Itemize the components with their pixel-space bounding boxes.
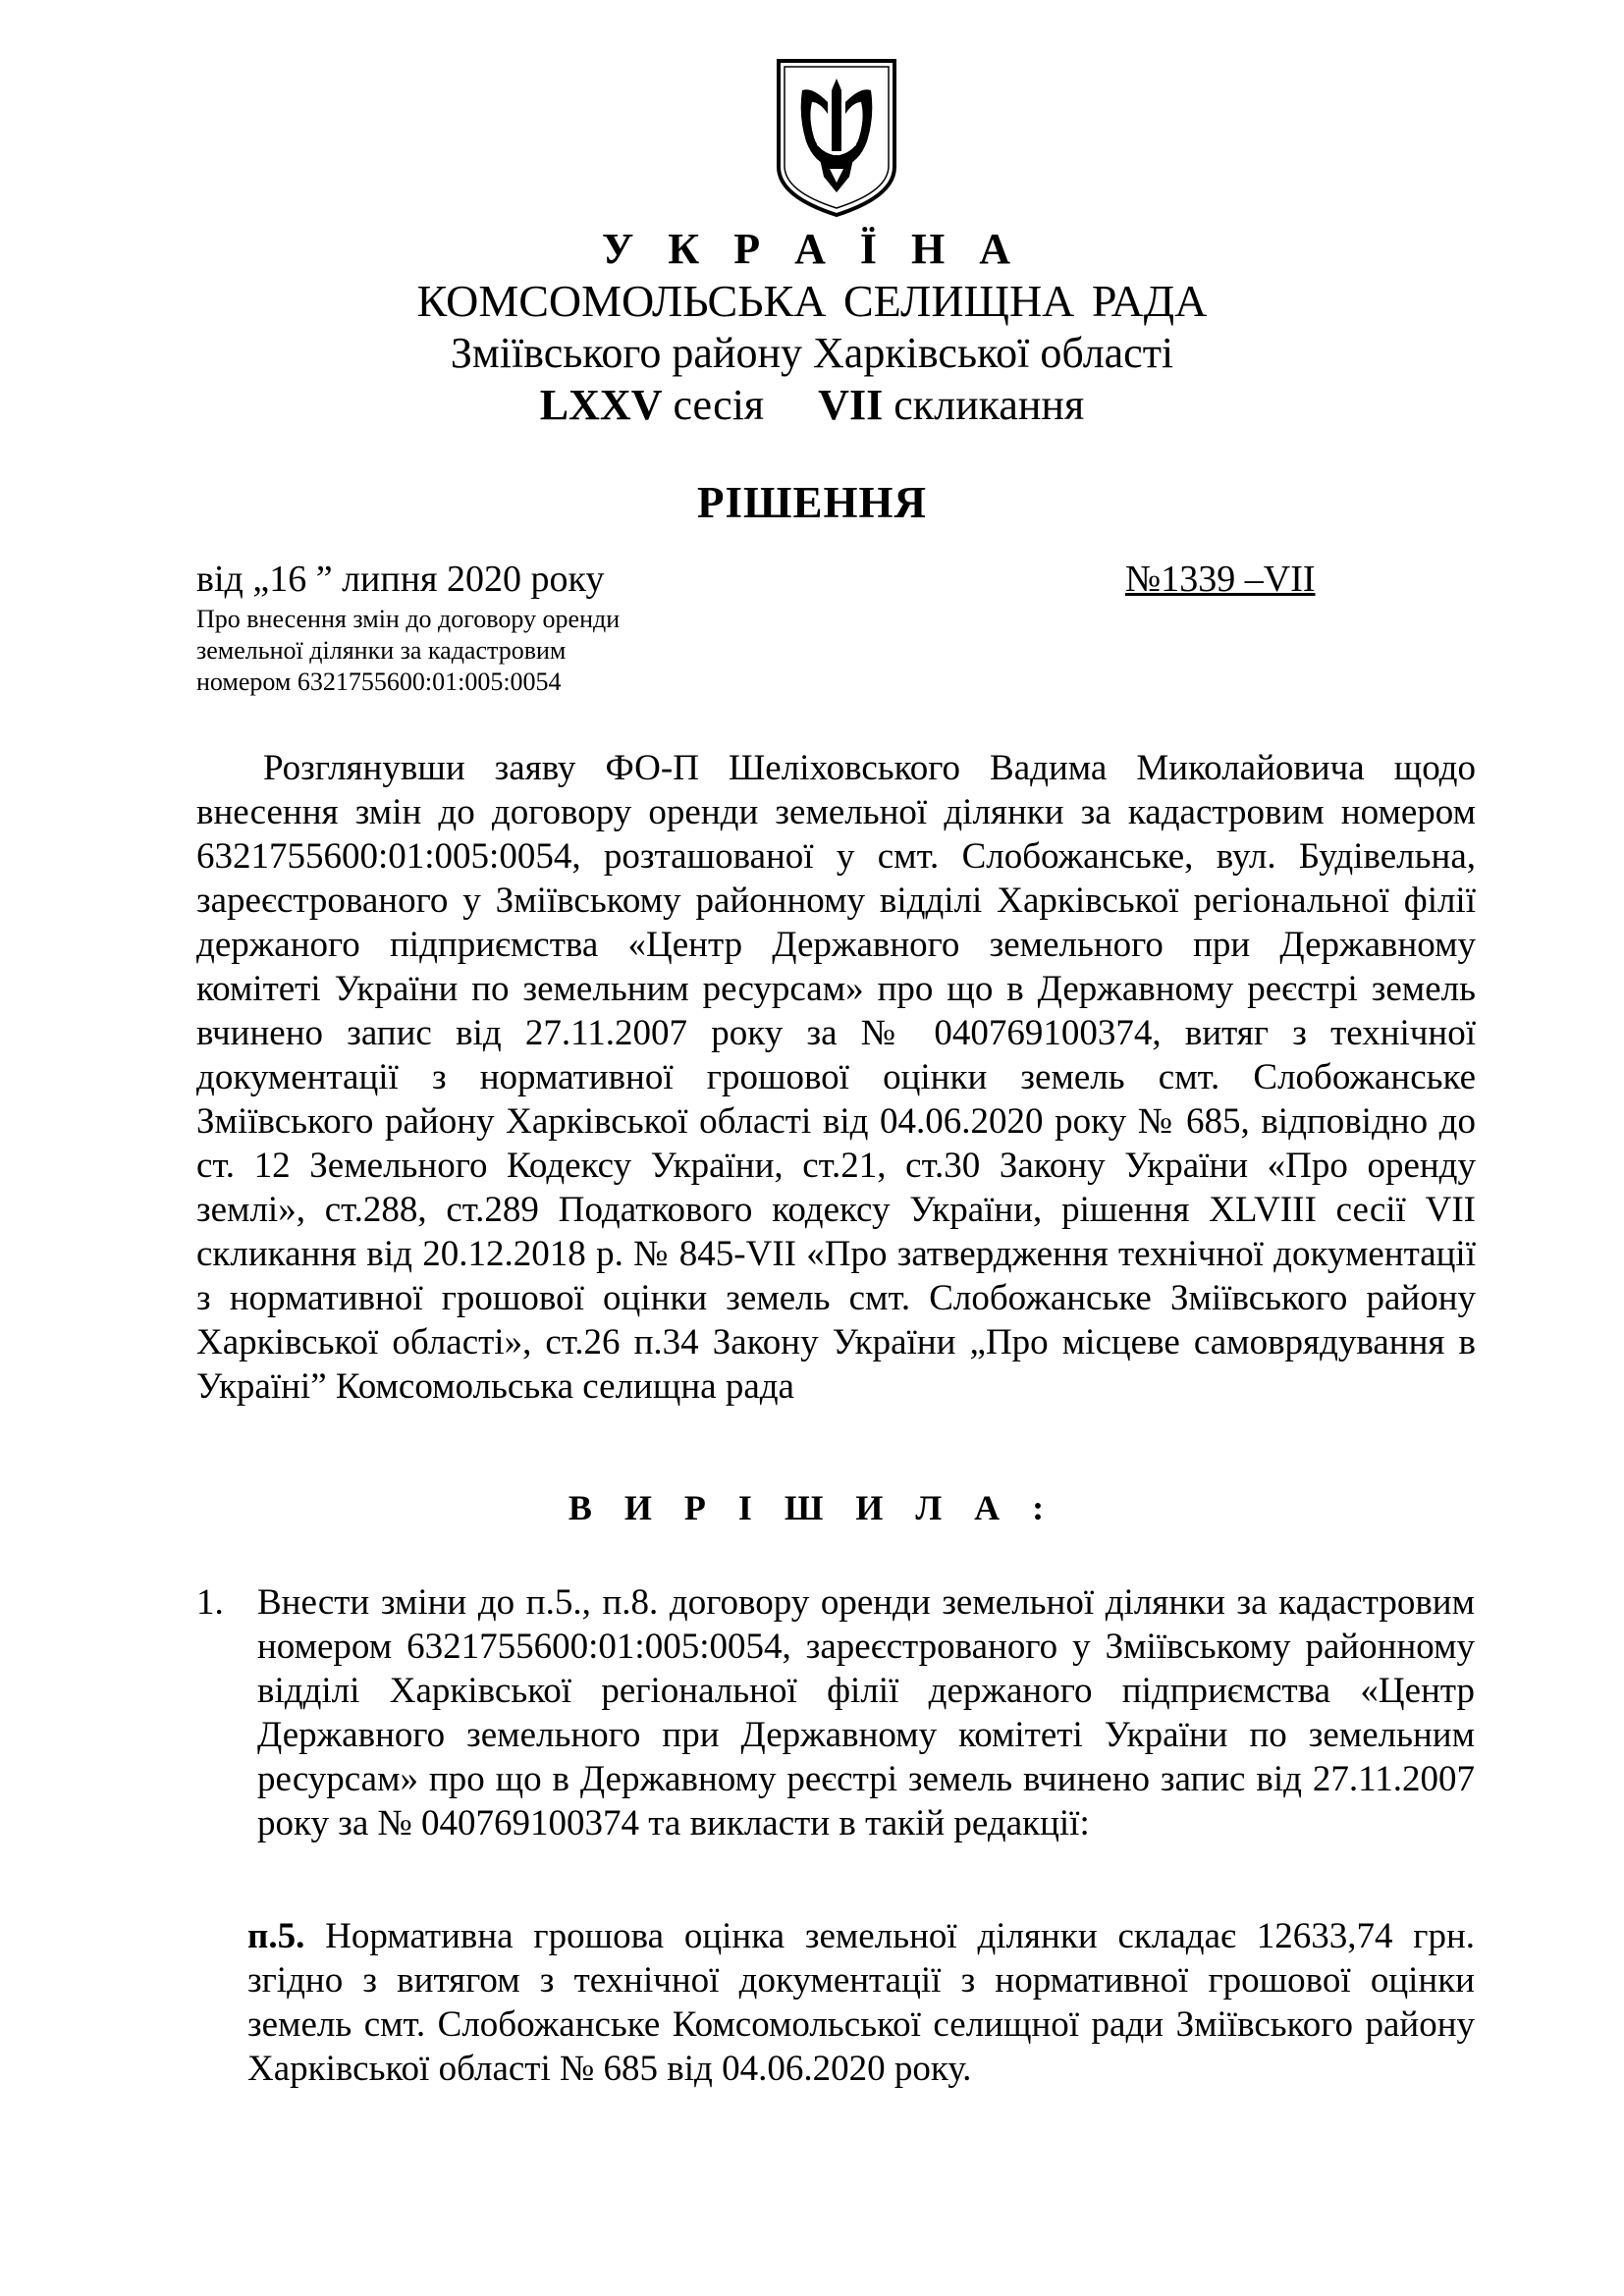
convocation-word: скликання: [893, 381, 1085, 429]
decision-subject: [196, 604, 746, 698]
decision-date: від „16 ” липня 2020 року: [196, 559, 605, 600]
coat-of-arms-icon: [773, 57, 900, 219]
subject-line: земельної ділянки за кадастровим: [196, 636, 567, 665]
session-word: сесія: [673, 381, 765, 429]
clause-text: Нормативна грошова оцінка земельної ділянки складає 12633,74 грн. згідно з витягом з технічної документації з нормативної грошової оцінки земель смт. Слобожанське Комсомольської селищної ради Зміївського району Харківської області № 685 від 04.06.2020 року.: [247, 1916, 1475, 2089]
item-text: Внести зміни до п.5., п.8. договору оренди земельної ділянки за кадастровим номером 6321755600:01:005:0054, зареєстрованого у Зміївському районному відділі Харківської регіональної філії держаного підприємства «Центр Державного земельного при Державному комітеті України по земельним ресурсам» про що в Державному реєстрі земель вчинено запис від 27.11.2007 року за № 040769100374 та викласти в такій редакції:: [257, 1582, 1475, 1843]
decision-title: РІШЕННЯ: [697, 478, 927, 527]
clause-paragraph: [247, 1914, 1475, 2091]
district-line: Зміївського району Харківської області: [450, 329, 1174, 377]
convocation-number: VII: [818, 381, 884, 429]
subject-line: номером 6321755600:01:005:0054: [196, 667, 562, 696]
subject-line: Про внесення змін до договору оренди: [196, 605, 621, 633]
session-line: [0, 380, 1624, 431]
council-name: КОМСОМОЛЬСЬКА СЕЛИЩНА РАДА: [416, 276, 1208, 326]
resolved-heading: В И Р І Ш И Л А :: [568, 1488, 1056, 1527]
clause-label: п.5.: [247, 1916, 305, 1956]
decision-number: №1339 –VII: [1125, 559, 1316, 600]
item-number: 1.: [196, 1582, 224, 1623]
preamble-paragraph: Розглянувши заяву ФО-П Шеліховського Вадима Миколайовича щодо внесення змін до договору оренди земельної ділянки за кадастровим номером 6321755600:01:005:0054, розташованої у смт. Слобожанське, вул. Будівельна, зареєстрованого у Зміївському районному відділі Харківської регіональної філії держаного підприємства «Центр Державного земельного при Державному комітеті України по земельним ресурсам» про що в Державному реєстрі земель вчинено запис від 27.11.2007 року за № 040769100374, витяг з технічної документації з нормативної грошової оцінки земель смт. Слобожанське Зміївського району Харківської області від 04.06.2020 року № 685, відповідно до ст. 12 Земельного Кодексу України, ст.21, ст.30 Закону України «Про оренду землі», ст.288, ст.289 Податкового кодексу України, рішення XLVIII сесії VII скликання від 20.12.2018 р. № 845-VII «Про затвердження технічної документації з нормативної грошової оцінки земель смт. Слобожанське Зміївського району Харківської області», ст.26 п.34 Закону України „Про місцеве самоврядування в Україні” Комсомольська селищна рада: [196, 748, 1476, 1407]
session-number: LXXV: [539, 381, 663, 429]
country-title: У К Р А Ї Н А: [602, 225, 1022, 273]
